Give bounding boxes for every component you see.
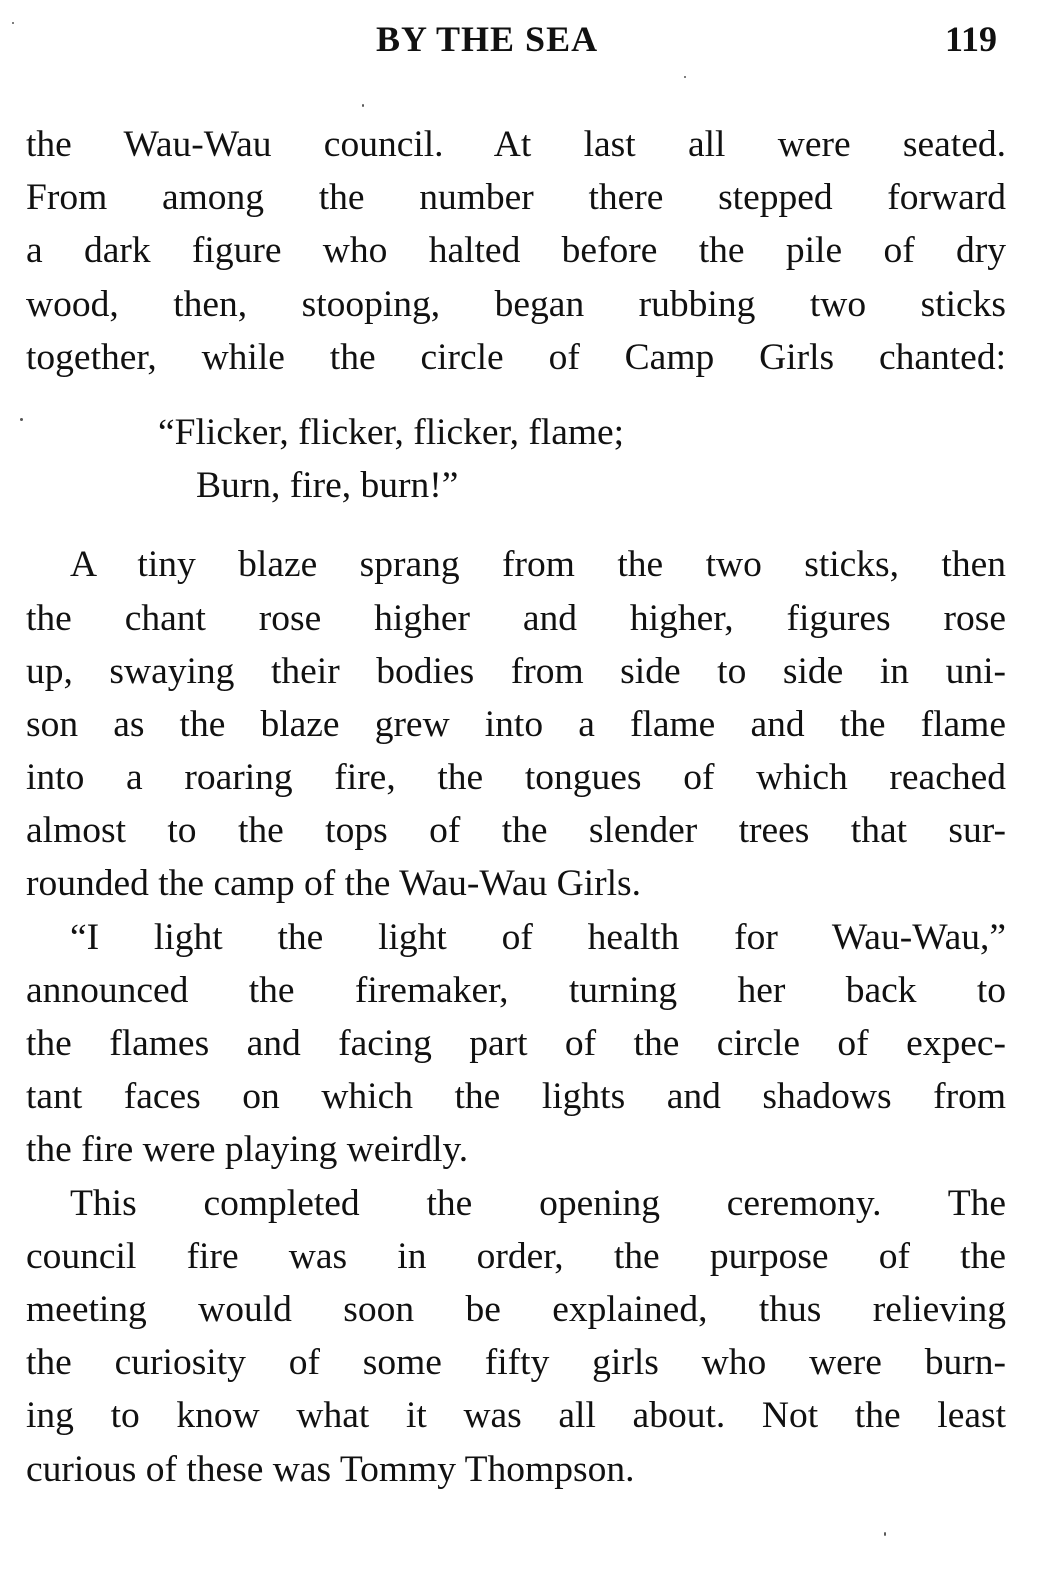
text-line: council fire was in order, the purpose of the: [26, 1235, 1006, 1277]
text-line: From among the number there stepped forward: [26, 177, 1006, 219]
page-number: 119: [945, 19, 998, 59]
verse-line: “Flicker, flicker, flicker, flame;: [158, 411, 625, 453]
print-speck: [362, 104, 364, 107]
text-line: wood, then, stooping, began rubbing two sticks: [26, 283, 1006, 325]
paragraph-1: [26, 118, 1006, 384]
text-line: almost to the tops of the slender trees that sur-: [26, 810, 1006, 852]
running-head-title: BY THE SEA: [376, 19, 599, 59]
text-line: A tiny blaze sprang from the two sticks, then: [70, 544, 1006, 586]
text-line: the flames and facing part of the circle of expec-: [26, 1023, 1006, 1064]
paragraph-2: [26, 538, 1006, 910]
text-line: the curiosity of some fifty girls who were burn-: [26, 1342, 1006, 1384]
text-line: into a roaring fire, the tongues of which reached: [26, 757, 1006, 799]
text-line: a dark figure who halted before the pile of dry: [26, 230, 1006, 272]
text-line: meeting would soon be explained, thus relieving: [26, 1288, 1006, 1330]
paragraph-3: [26, 911, 1006, 1177]
print-speck: [684, 76, 686, 78]
text-line: up, swaying their bodies from side to side in uni-: [26, 650, 1006, 692]
print-speck: [12, 22, 14, 24]
chant-verse: [158, 406, 1006, 512]
text-line: This completed the opening ceremony. The: [70, 1182, 1006, 1224]
text-line: announced the firemaker, turning her back to: [26, 969, 1006, 1011]
text-line: together, while the circle of Camp Girls chanted:: [26, 336, 1006, 378]
text-line: son as the blaze grew into a flame and the flame: [26, 703, 1006, 745]
paragraph-4: [26, 1177, 1006, 1496]
print-speck: [20, 418, 23, 421]
print-speck: [884, 1532, 886, 1536]
text-line: the chant rose higher and higher, figures rose: [26, 597, 1006, 639]
text-line: “I light the light of health for Wau-Wau,”: [70, 916, 1006, 958]
text-line: tant faces on which the lights and shadows from: [26, 1076, 1006, 1118]
running-head: [0, 18, 1050, 68]
text-line: the fire were playing weirdly.: [26, 1129, 469, 1171]
verse-line: Burn, fire, burn!”: [196, 465, 459, 507]
text-line: ing to know what it was all about. Not the least: [26, 1395, 1006, 1437]
text-line: rounded the camp of the Wau-Wau Girls.: [26, 863, 641, 905]
text-line: curious of these was Tommy Thompson.: [26, 1448, 635, 1490]
text-line: the Wau-Wau council. At last all were seated.: [26, 124, 1006, 165]
body-text: [26, 118, 1006, 1496]
